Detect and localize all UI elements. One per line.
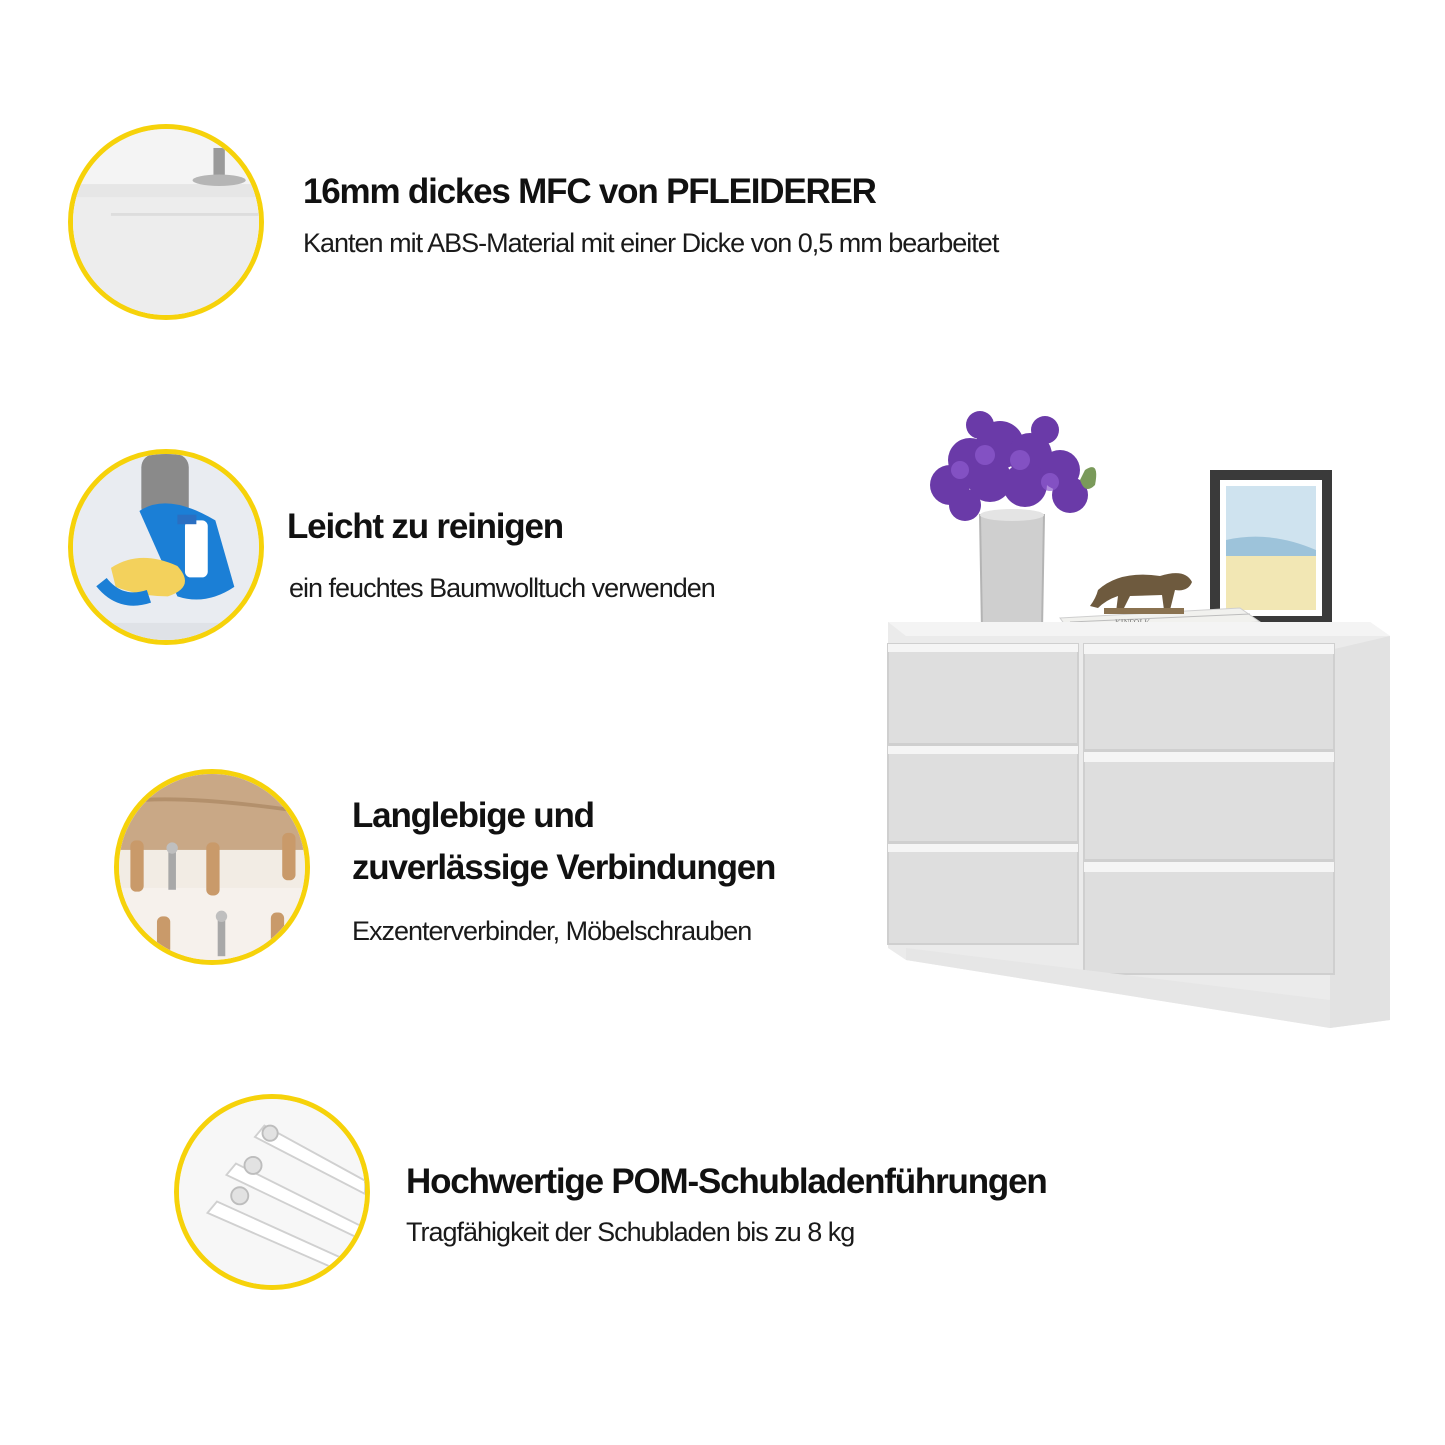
feature-desc-connectors: Exzenterverbinder, Möbelschrauben xyxy=(352,916,752,946)
flower-vase-icon xyxy=(930,411,1096,630)
feature-image-runners xyxy=(174,1094,370,1290)
drawer-top-right xyxy=(1084,644,1334,750)
feature-title-cleaning: Leicht zu reinigen xyxy=(287,507,563,546)
drawer-middle-right xyxy=(1084,752,1334,860)
dresser-body xyxy=(888,622,1390,1028)
feature-desc-cleaning: ein feuchtes Baumwolltuch verwenden xyxy=(289,573,715,603)
drawer-top-left xyxy=(888,644,1078,744)
drawer-middle-left xyxy=(888,746,1078,842)
board-edge-icon xyxy=(73,129,259,315)
cleaning-icon xyxy=(73,454,259,640)
dresser-illustration xyxy=(870,400,1410,1040)
leopard-figurine-icon xyxy=(1090,573,1192,614)
drawer-runners-icon xyxy=(179,1099,365,1285)
feature-desc-mfc: Kanten mit ABS-Material mit einer Dicke von 0,5 mm bearbeitet xyxy=(303,228,999,258)
feature-title-mfc: 16mm dickes MFC von PFLEIDERER xyxy=(303,172,876,211)
product-image-dresser xyxy=(870,400,1410,1040)
picture-frame-icon xyxy=(1210,470,1332,626)
feature-desc-runners: Tragfähigkeit der Schubladen bis zu 8 kg xyxy=(406,1217,855,1247)
feature-title-connectors-line1: Langlebige und xyxy=(352,796,594,835)
feature-image-connectors xyxy=(114,769,310,965)
feature-image-cleaning xyxy=(68,449,264,645)
drawer-bottom-right xyxy=(1084,862,1334,974)
feature-image-board-edge xyxy=(68,124,264,320)
dowel-connectors-icon xyxy=(119,774,305,960)
drawer-bottom-left xyxy=(888,844,1078,944)
feature-title-runners: Hochwertige POM-Schubladenführungen xyxy=(406,1162,1047,1201)
feature-title-connectors-line2: zuverlässige Verbindungen xyxy=(352,848,776,887)
